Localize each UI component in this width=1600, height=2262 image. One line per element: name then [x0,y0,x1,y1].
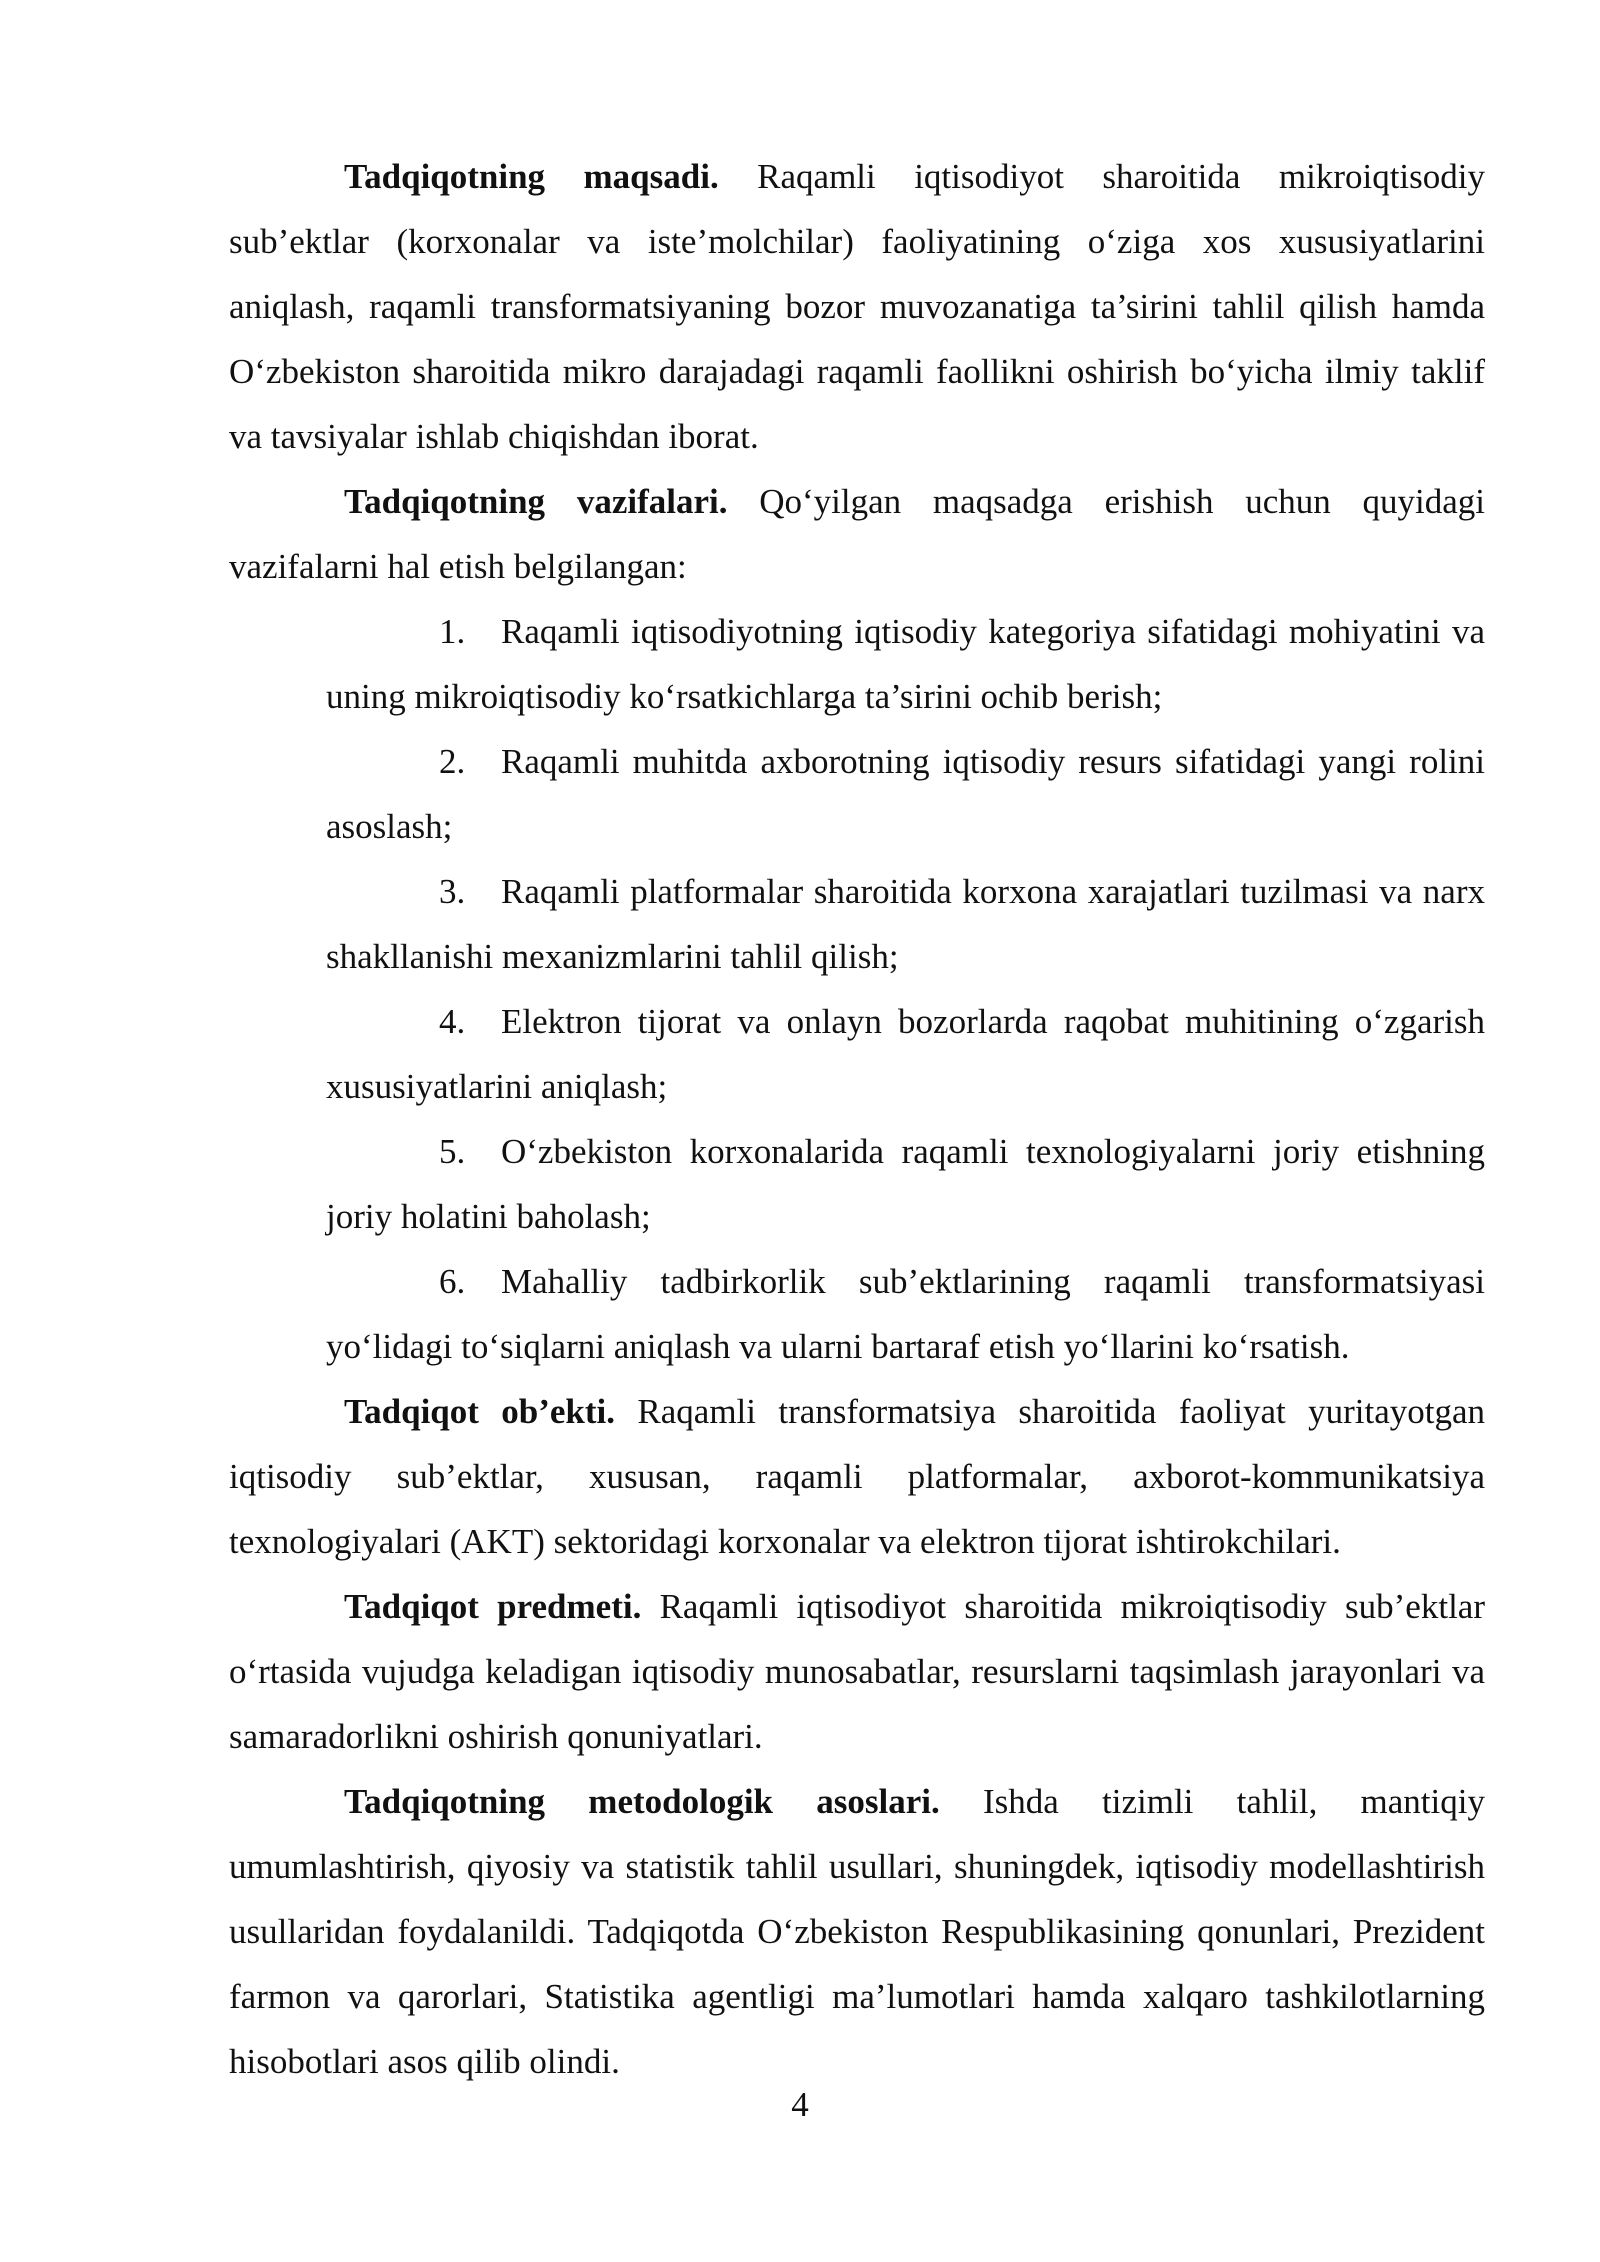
object-heading: Tadqiqot ob’ekti. [344,1392,616,1431]
tasks-paragraph [229,469,1485,599]
object-paragraph [229,1379,1485,1574]
list-item [326,1119,1485,1249]
tasks-text: Qo‘yilgan maqsadga erishish uchun quyidagi vazifalarni hal etish belgilangan: [229,482,1485,586]
list-item-number: 5. [439,1132,466,1171]
subject-paragraph [229,1574,1485,1769]
goal-paragraph [229,144,1485,469]
goal-heading: Tadqiqotning maqsadi. [344,157,719,196]
methodology-heading: Tadqiqotning metodologik asoslari. [344,1782,940,1821]
list-item-number: 3. [439,872,466,911]
list-item-number: 4. [439,1002,466,1041]
list-item-text: Raqamli iqtisodiyotning iqtisodiy kategoriya sifatidagi mohiyatini va uning mikroiqtisodiy ko‘rsatkichlarga ta’sirini ochib berish; [326,612,1485,716]
list-item-number: 6. [439,1262,466,1301]
list-item-text: Mahalliy tadbirkorlik sub’ektlarining raqamli transformatsiyasi yo‘lidagi to‘siqlarni aniqlash va ularni bartaraf etish yo‘llarini ko‘rsatish. [326,1262,1485,1366]
list-item-number: 1. [439,612,466,651]
tasks-heading: Tadqiqotning vazifalari. [344,482,728,521]
list-item [326,989,1485,1119]
page-number: 4 [791,2085,809,2124]
methodology-paragraph [229,1769,1485,2094]
subject-heading: Tadqiqot predmeti. [344,1587,642,1626]
goal-text: Raqamli iqtisodiyot sharoitida mikroiqtisodiy sub’ektlar (korxonalar va iste’molchilar) faoliyatining o‘ziga xos xususiyatlarini aniqlash, raqamli transformatsiyaning bozor muvozanatiga ta’sirini tahlil qilish hamda O‘zbekiston sharoitida mikro darajadagi raqamli faollikni oshirish bo‘yicha ilmiy taklif va tavsiyalar ishlab chiqishdan iborat. [229,157,1485,456]
list-item-number: 2. [439,742,466,781]
list-item [326,729,1485,859]
list-item-text: Raqamli muhitda axborotning iqtisodiy resurs sifatidagi yangi rolini asoslash; [326,742,1485,846]
list-item [326,599,1485,729]
tasks-list [229,599,1485,1379]
list-item-text: Raqamli platformalar sharoitida korxona xarajatlari tuzilmasi va narx shakllanishi mexanizmlarini tahlil qilish; [326,872,1485,976]
methodology-text: Ishda tizimli tahlil, mantiqiy umumlashtirish, qiyosiy va statistik tahlil usullari, shuningdek, iqtisodiy modellashtirish usullaridan foydalanildi. Tadqiqotda O‘zbekiston Respublikasining qonunlari, Prezident farmon va qarorlari, Statistika agentligi ma’lumotlari hamda xalqaro tashkilotlarning hisobotlari asos qilib olindi. [229,1782,1485,2081]
object-text: Raqamli transformatsiya sharoitida faoliyat yuritayotgan iqtisodiy sub’ektlar, xususan, raqamli platformalar, axborot-kommunikatsiya texnologiyalari (AKT) sektoridagi korxonalar va elektron tijorat ishtirokchilari. [229,1392,1485,1561]
list-item [326,859,1485,989]
list-item-text: O‘zbekiston korxonalarida raqamli texnologiyalarni joriy etishning joriy holatini baholash; [326,1132,1485,1236]
page-content [229,144,1485,2094]
subject-text: Raqamli iqtisodiyot sharoitida mikroiqtisodiy sub’ektlar o‘rtasida vujudga keladigan iqtisodiy munosabatlar, resurslarni taqsimlash jarayonlari va samaradorlikni oshirish qonuniyatlari. [229,1587,1485,1756]
list-item [326,1249,1485,1379]
list-item-text: Elektron tijorat va onlayn bozorlarda raqobat muhitining o‘zgarish xususiyatlarini aniqlash; [326,1002,1485,1106]
